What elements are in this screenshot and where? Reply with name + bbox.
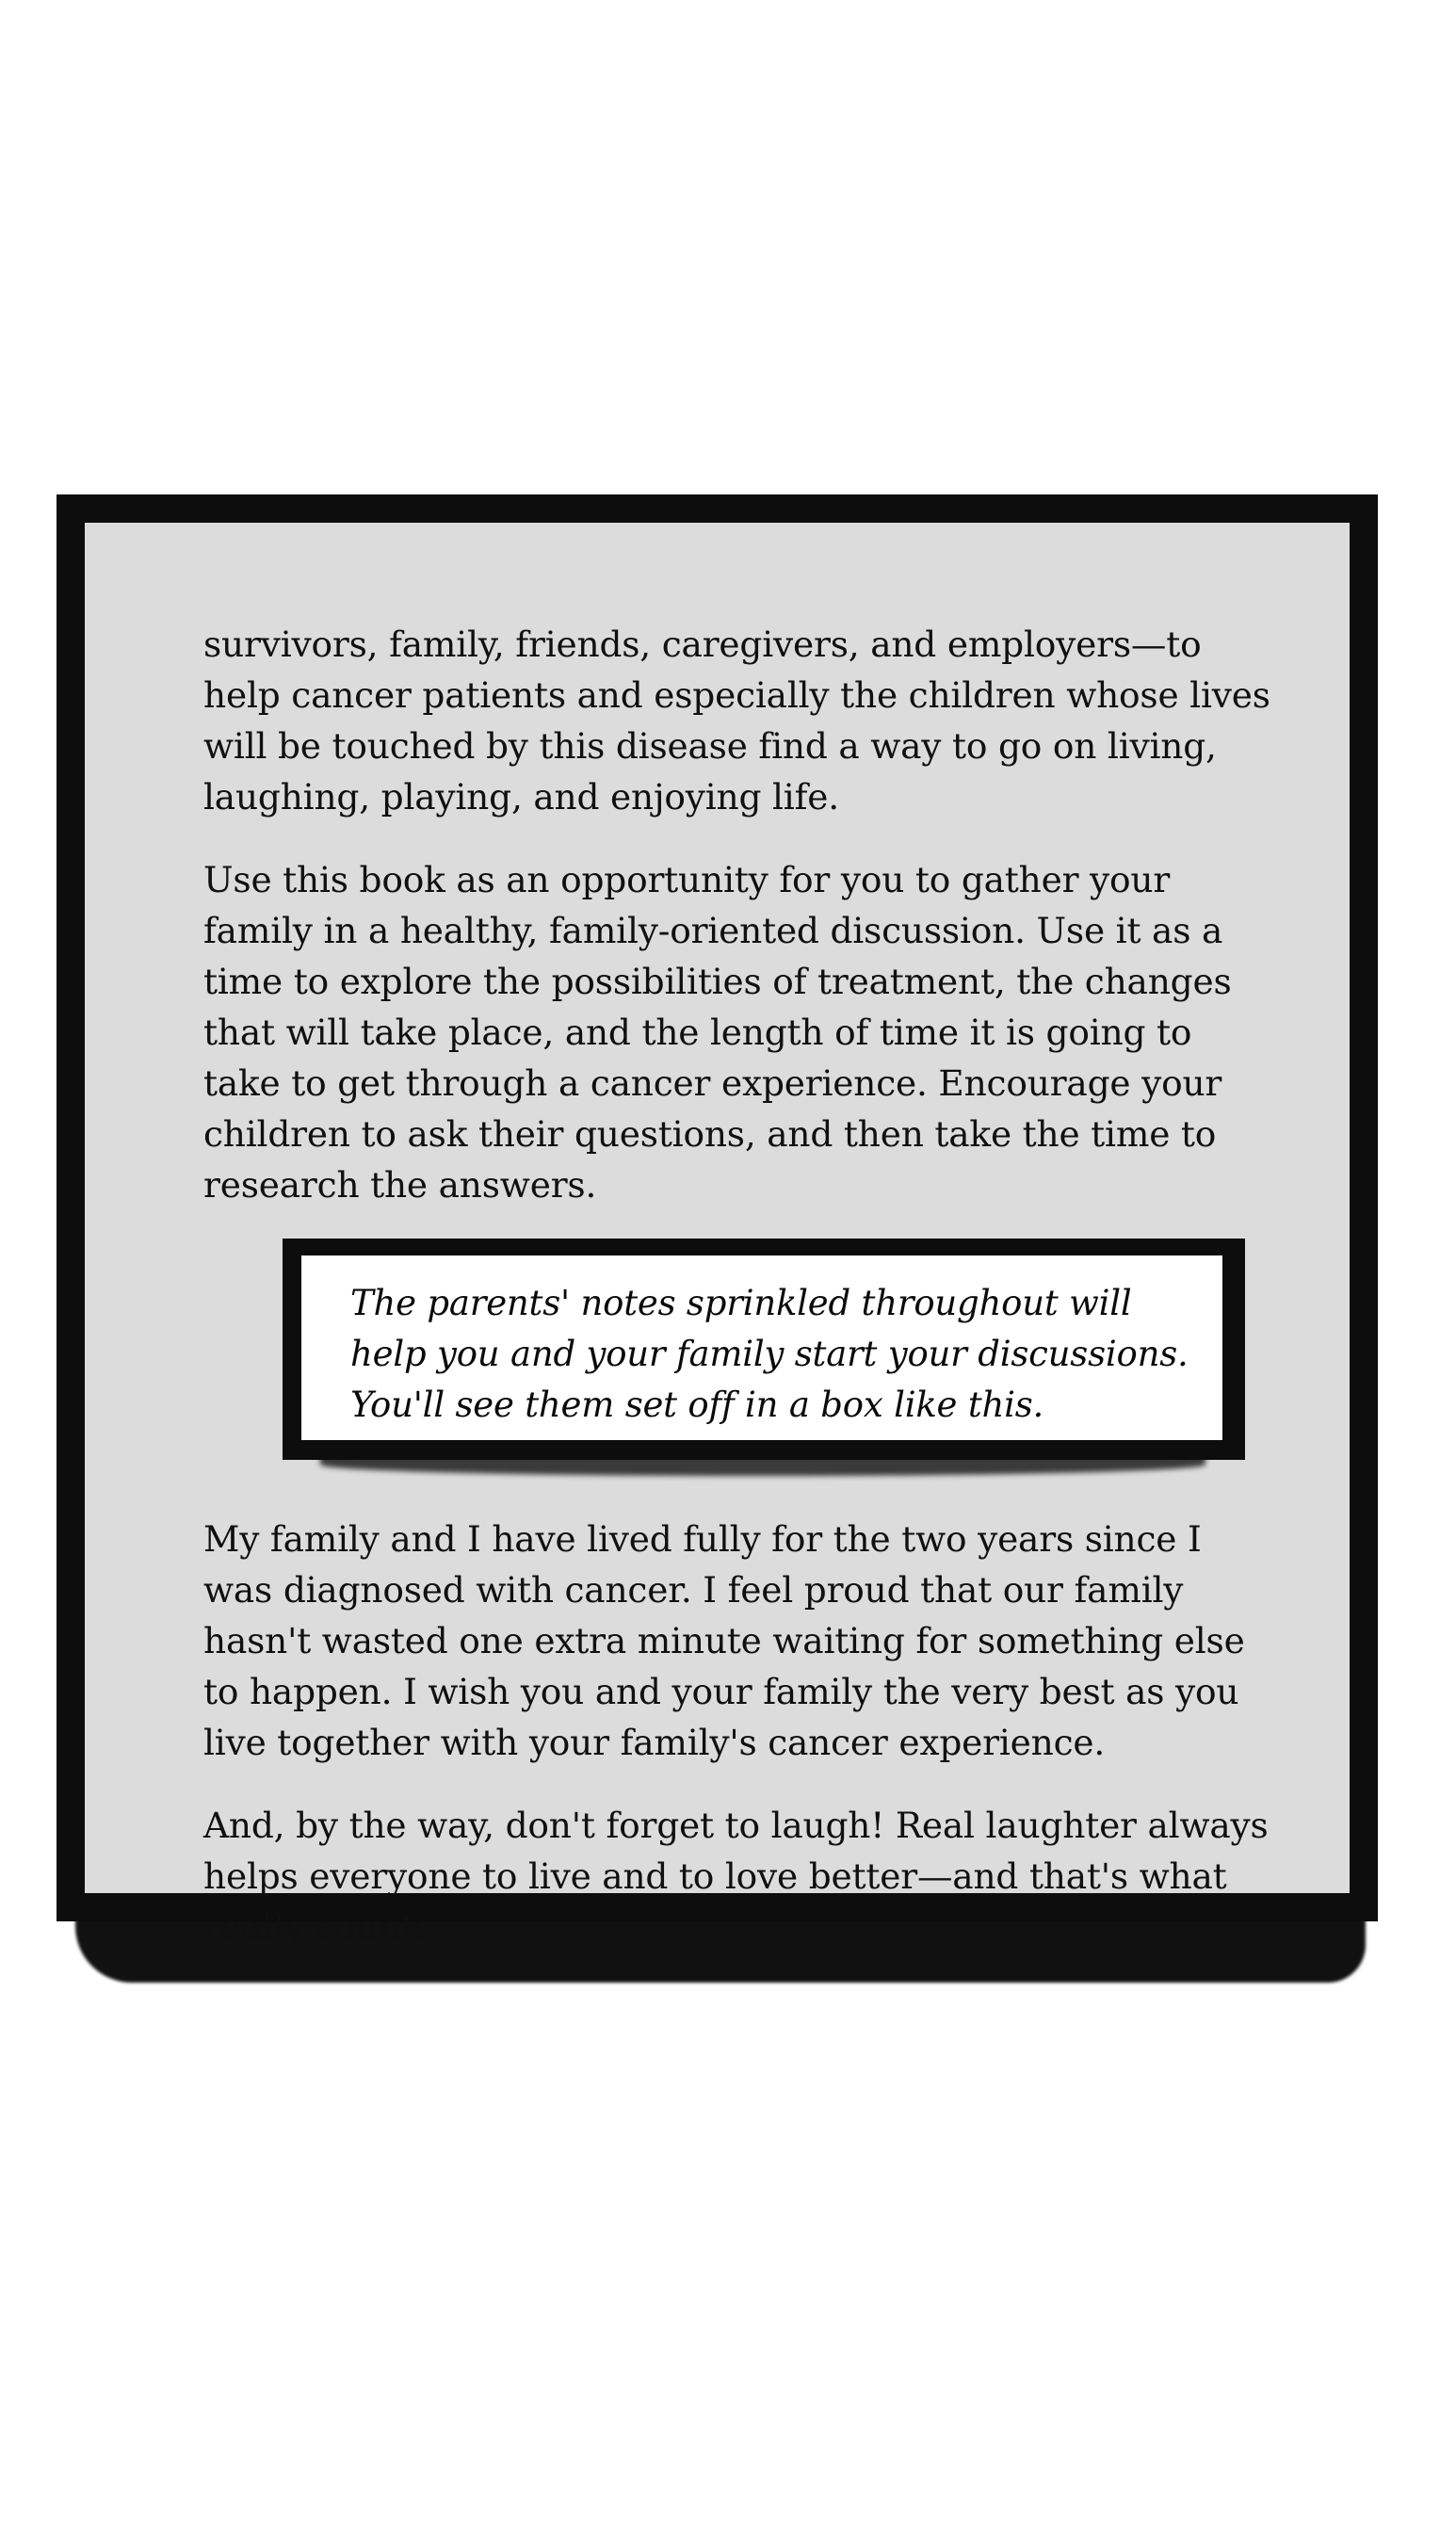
- paragraph-4: And, by the way, don't forget to laugh! Real laughter always helps everyone to live and to love better—and that's what really counts.: [203, 1805, 1269, 1948]
- note-box-frame: [283, 1239, 1245, 1460]
- paragraph-1: survivors, family, friends, caregivers, and employers—to help cancer patients and especially the children whose lives will be touched by this disease find a way to go on living, laughing, playing, and enjoying life.: [203, 624, 1270, 818]
- framed-panel: [57, 494, 1378, 1948]
- panel-body: [85, 523, 1350, 1948]
- parents-note-text: The parents' notes sprinkled throughout will help you and your family start your discussions. You'll see them set off in a box like this.: [350, 1283, 1189, 1425]
- note-box-body: [301, 1255, 1222, 1440]
- paragraph-2: Use this book as an opportunity for you to gather your family in a healthy, family-oriented discussion. Use it as a time to explore the possibilities of treatment, the changes that will take place, and the length of time it is going to take to get through a cancer experience. Encourage your children to ask their questions, and then take the time to research the answers.: [203, 859, 1232, 1206]
- paragraph-3: My family and I have lived fully for the two years since I was diagnosed with cancer. I feel proud that our family hasn't wasted one extra minute waiting for something else to happen. I wish you and your family the very best as you live together with your family's cancer experience.: [203, 1518, 1245, 1763]
- parents-note-box: [283, 1239, 1245, 1483]
- panel-content: [203, 619, 1279, 1984]
